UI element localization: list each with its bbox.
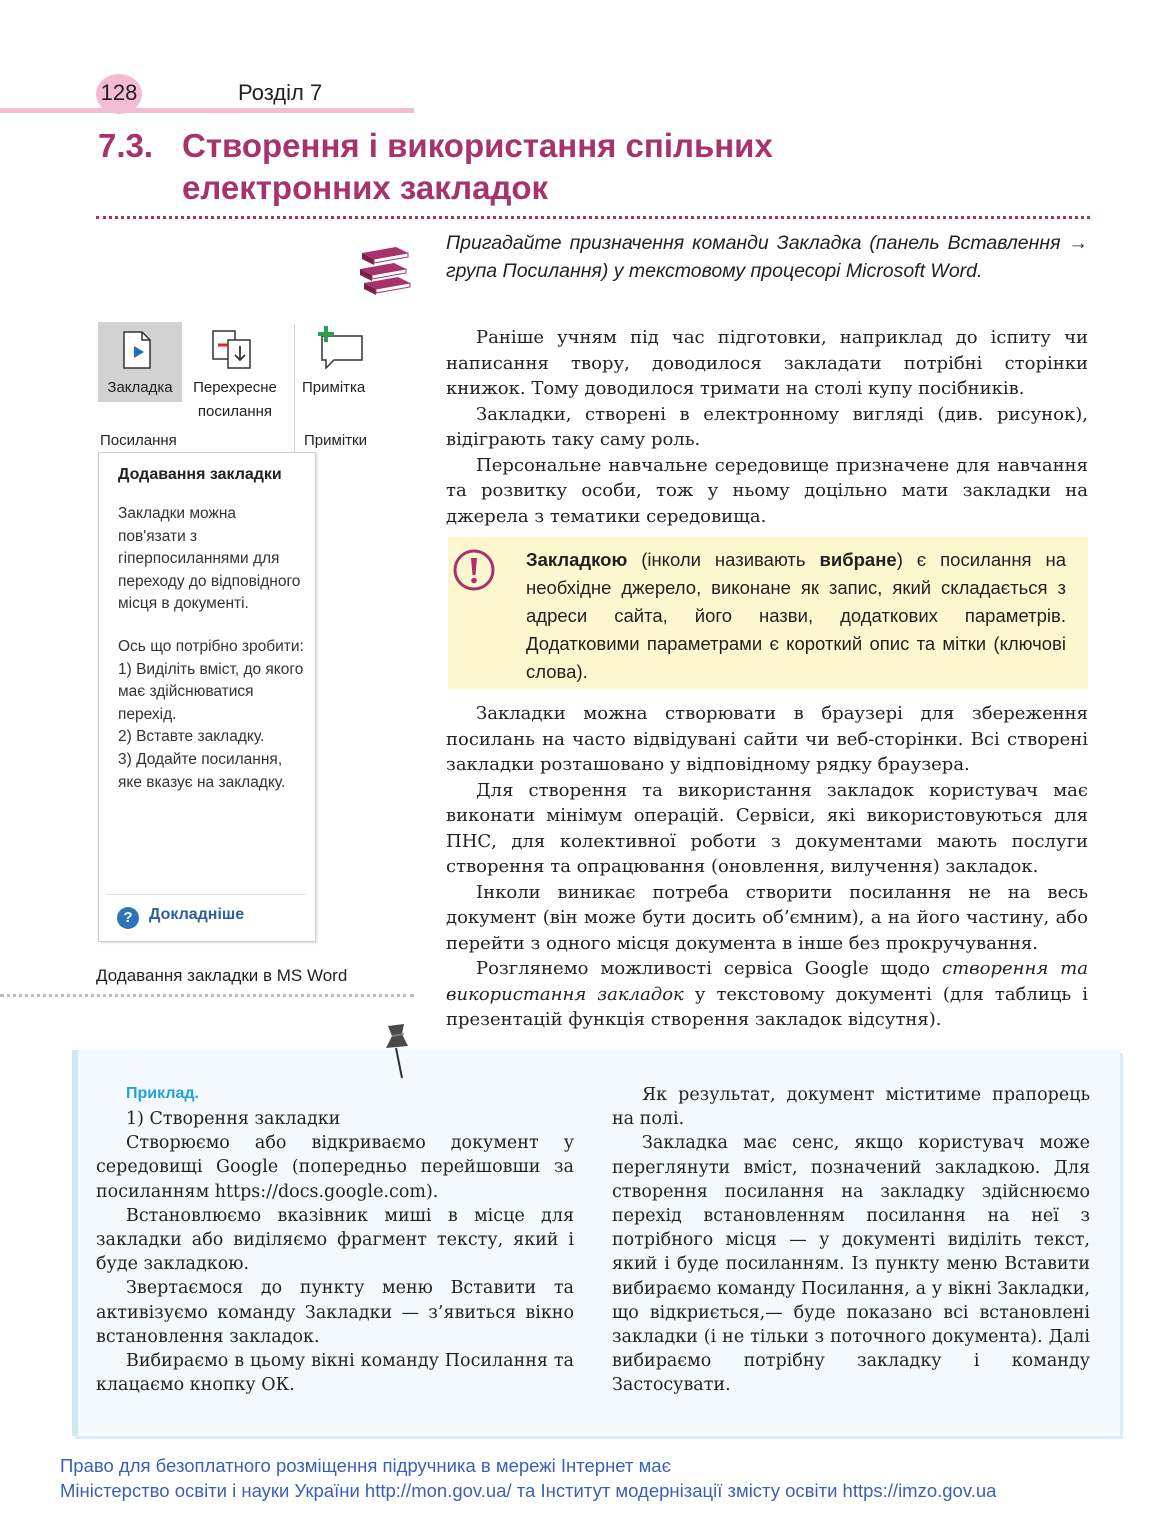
title-line-2: електронних закладок — [182, 169, 549, 206]
example-paragraph: Створюємо або відкриваємо документ у середовищі Google (попередньо перейшовши за посиланням https://docs.google.com). — [96, 1133, 574, 1202]
example-paragraph: Звертаємося до пункту меню Вставити та активізуємо команду Закладки — з’явиться вікно встановлення закладок. — [96, 1278, 574, 1347]
group-comments-label: Примітки — [304, 432, 367, 449]
bookmark-label[interactable]: Закладка — [107, 379, 173, 396]
example-left-column — [96, 1107, 574, 1397]
definition-alt-term: вибране — [819, 549, 897, 570]
recall-prompt: Пригадайте призначення команди Закладка (панель Вставлення → група Посилання) у текстовому процесорі Microsoft Word. — [446, 232, 1088, 282]
example-paragraph: Як результат, документ міститиме прапорець на полі. — [612, 1085, 1090, 1130]
example-step-title: 1) Створення закладки — [126, 1109, 341, 1129]
example-paragraph: Вибираємо в цьому вікні команду Посилання та клацаємо кнопку ОК. — [96, 1351, 574, 1396]
title-divider — [96, 216, 1090, 219]
definition-text-part: ) є посилання на необхідне джерело, виконане як запис, який складається з адреси сайта, його назви, додаткових параметрів. Додатковими параметрами є короткий опис та мітки (ключові слова). — [526, 549, 1066, 682]
paragraph: Для створення та використання закладок користувач має виконати мінімум операцій. Сервіси, які використовуються для ПНС, для колективної роботи з документами мають послуги створення та опрацювання (оновлення, вилучення) закладок. — [446, 779, 1088, 877]
figure-caption: Додавання закладки в MS Word — [96, 966, 348, 985]
header-rule — [0, 108, 414, 113]
group-links-label: Посилання — [100, 432, 177, 449]
exclamation-icon — [452, 548, 496, 592]
tooltip-body — [118, 503, 308, 814]
comment-icon — [312, 324, 366, 370]
text-part: у текстовому документі (для таблиць і презентацій функція створення закладок відсутня). — [446, 983, 1088, 1030]
example-right-column — [612, 1083, 1090, 1398]
example-paragraph: Закладка має сенс, якщо користувач може переглянути вміст, позначений закладкою. Для створення посилання на закладку здійснюємо перехід встановленням посилання на неї з потрібного місця — у документі виділіть текст, який і буде посиланням. Із пункту меню Вставити вибираємо команду Посилання, а у вікні Закладки, що відкриється,— буде показано всі встановлені закладки (і не тільки з поточного документа). Далі вибираємо потрібну закладку і команду Застосувати. — [612, 1133, 1090, 1396]
paragraph: Закладки, створені в електронному вигляді (див. рисунок), відіграють таку саму роль. — [446, 403, 1088, 450]
books-icon — [356, 243, 412, 299]
chapter-label: Розділ 7 — [238, 80, 323, 105]
pushpin-icon — [378, 1022, 422, 1082]
footer-line-1: Право для безоплатного розміщення підручника в мережі Інтернет має — [60, 1455, 672, 1476]
tooltip-paragraph: Закладки можна пов'язати з гіперпосиланнями для переходу до відповідного місця в документі. — [118, 505, 301, 613]
definition-term: Закладкою — [526, 549, 628, 570]
cross-reference-label-2[interactable]: посилання — [197, 403, 273, 420]
tooltip-line: 1) Виділіть вміст, до якого має здійснюватися перехід. — [118, 660, 304, 723]
comment-label[interactable]: Примітка — [302, 379, 366, 396]
tooltip-divider — [106, 894, 306, 895]
paragraph: Персональне навчальне середовище призначене для навчання та розвитку особи, тож у ньому доцільно мати закладки на джерела з тематики середовища. — [446, 454, 1088, 527]
paragraph: Раніше учням під час підготовки, наприклад до іспиту чи написання твору, доводилося закладати потрібні сторінки книжок. Тому доводилося тримати на столі купу посібників. — [446, 327, 1088, 399]
paragraph: Закладки можна створювати в браузері для збереження посилань на часто відвідувані сайти чи веб-сторінки. Всі створені закладки розташовано у відповідному рядку браузера. — [446, 703, 1088, 775]
section-number: 7.3. — [98, 127, 154, 164]
text-part: Розглянемо можливості сервіса Google щодо — [476, 958, 943, 979]
tooltip-line: 3) Додайте посилання, яке вказує на закладку. — [118, 750, 286, 791]
bookmark-icon — [120, 330, 156, 370]
intro-text — [446, 325, 1088, 529]
ribbon-separator — [294, 324, 295, 452]
title-line-1: Створення і використання спільних — [182, 127, 773, 164]
tooltip-line: 2) Вставте закладку. — [118, 728, 265, 746]
footer-line-2: Міністерство освіти і науки України http://mon.gov.ua/ та Інститут модернізації змісту освіти https://imzo.gov.ua — [60, 1480, 997, 1501]
help-icon[interactable]: ? — [117, 907, 139, 929]
emphasis: створення та використання закладок — [446, 958, 1088, 1005]
tooltip-steps — [118, 636, 308, 794]
cross-reference-label-1[interactable]: Перехресне — [193, 379, 277, 396]
copyright-footer — [60, 1453, 1160, 1503]
definition-text-part: (інколи називають — [627, 549, 820, 570]
help-link[interactable]: Докладніше — [149, 906, 245, 923]
tooltip-line: Ось що потрібно зробити: — [118, 637, 304, 655]
definition-text — [526, 546, 1066, 686]
caption-divider — [0, 994, 414, 997]
paragraph — [446, 956, 1088, 1033]
paragraph: Інколи виникає потреба створити посилання не на весь документ (він може бути досить об’ємним), а на його частину, або перейти з одного місця документа в інше без прокручування. — [446, 881, 1088, 954]
tooltip-title: Додавання закладки — [118, 466, 282, 483]
section-title — [98, 125, 998, 209]
example-paragraph: Встановлюємо вказівник миші в місце для закладки або виділяємо фрагмент тексту, який і буде закладкою. — [96, 1205, 574, 1275]
main-text — [446, 701, 1088, 1033]
example-label: Приклад. — [126, 1085, 199, 1102]
cross-reference-icon — [210, 328, 256, 372]
page-number: 128 — [100, 80, 138, 105]
